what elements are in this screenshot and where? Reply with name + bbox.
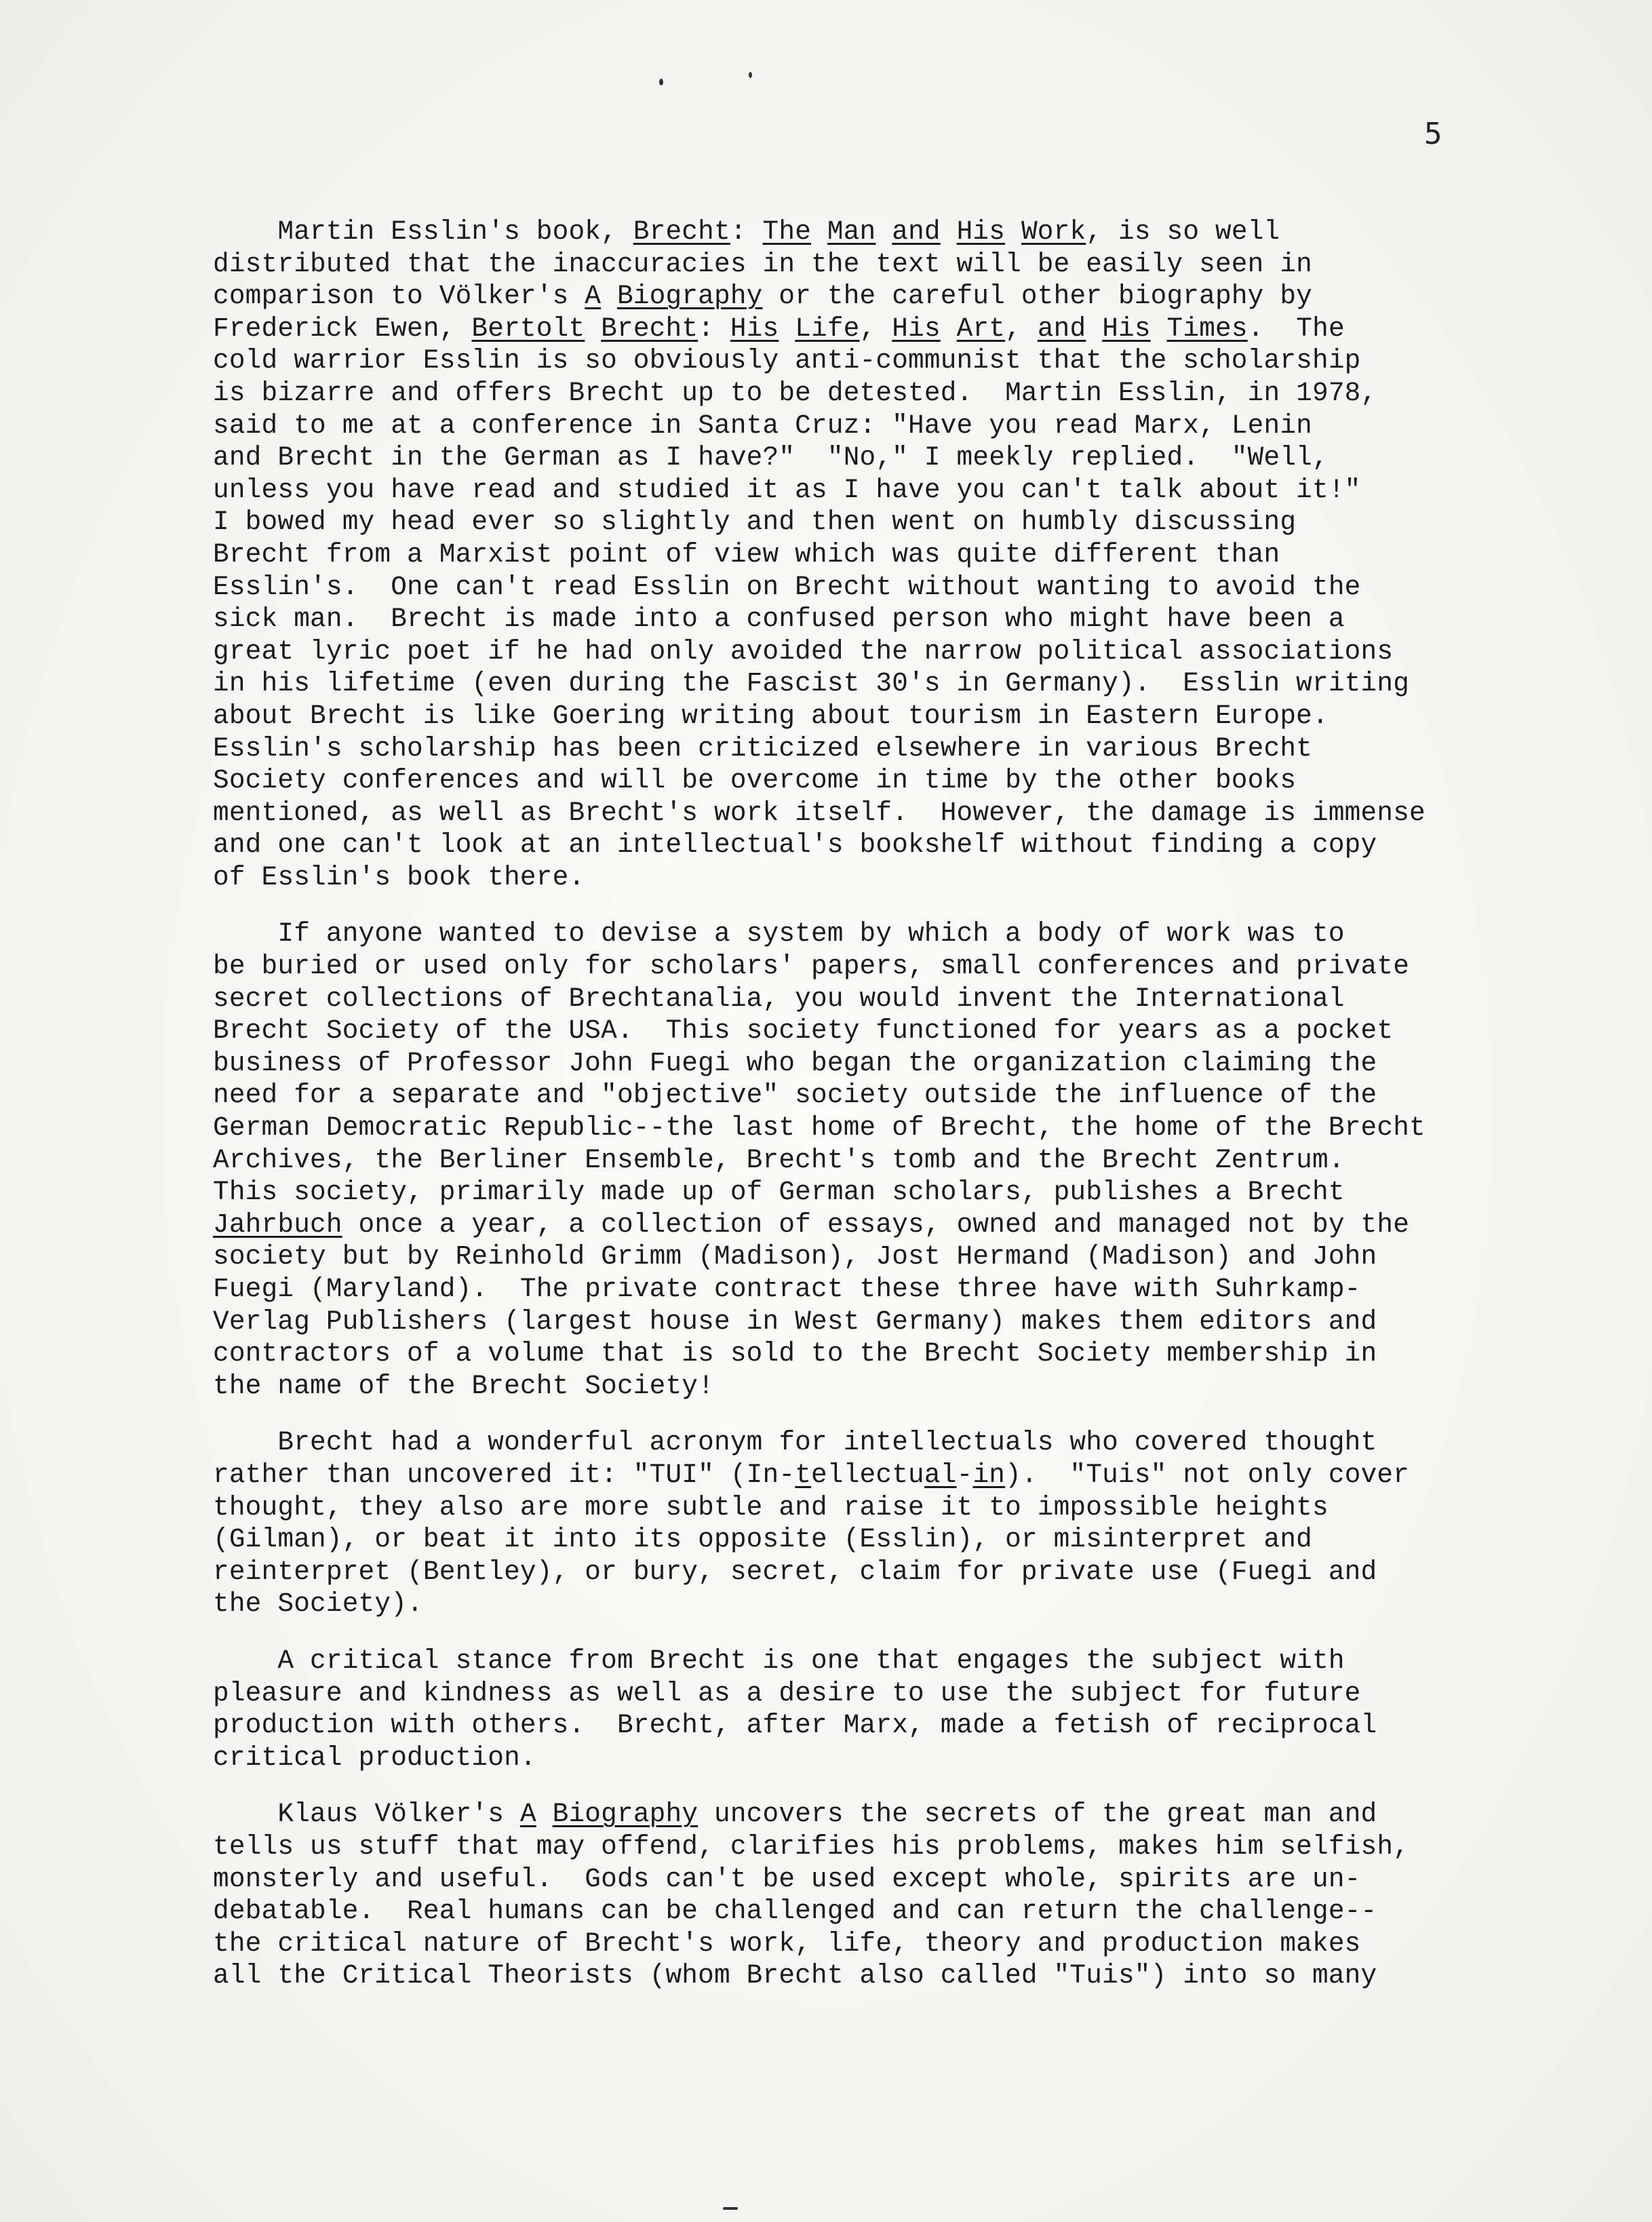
text-run: If anyone wanted to devise a system by which a body of work was to [213, 918, 1345, 950]
underlined-text: Art [956, 313, 1006, 344]
text-run: Klaus Völker's [213, 1799, 520, 1830]
text-run: monsterly and useful. Gods can't be used except whole, spirits are un- [213, 1863, 1361, 1894]
text-line [213, 1588, 1461, 1620]
text-run: be buried or used only for scholars' papers, small conferences and private [213, 951, 1410, 982]
paper-speck [723, 2207, 738, 2210]
text-line [213, 1047, 1461, 1080]
text-line [213, 603, 1461, 636]
underlined-text: Bertolt [471, 313, 585, 344]
text-run: and one can't look at an intellectual's bookshelf without finding a copy [213, 830, 1377, 861]
text-run: Esslin's scholarship has been criticized elsewhere in various Brecht [213, 733, 1312, 764]
paragraph [213, 1645, 1461, 1774]
text-run: Brecht from a Marxist point of view which was quite different than [213, 539, 1280, 570]
text-line [213, 474, 1461, 507]
text-run: Archives, the Berliner Ensemble, Brecht's tomb and the Brecht Zentrum. [213, 1144, 1345, 1175]
text-run: Verlag Publishers (largest house in West Germany) makes them editors and [213, 1306, 1377, 1337]
underlined-text: Man [827, 216, 876, 247]
text-run: I bowed my head ever so slightly and then went on humbly discussing [213, 507, 1297, 538]
text-line [213, 667, 1461, 700]
text-run: sick man. Brecht is made into a confused person who might have been a [213, 604, 1345, 635]
text-line [213, 280, 1461, 313]
text-run [1086, 313, 1102, 344]
text-run: tells us stuff that may offend, clarifies his problems, makes him selfish, [213, 1831, 1410, 1862]
text-run: , is so well [1086, 216, 1280, 247]
text-line [213, 539, 1461, 571]
text-run: uncovers the secrets of the great man and [698, 1799, 1377, 1830]
text-run [876, 216, 892, 247]
text-line [213, 1523, 1461, 1556]
text-run: ). "Tuis" not only cover [1005, 1459, 1410, 1490]
underlined-text: Jahrbuch [213, 1209, 342, 1240]
text-run: Society conferences and will be overcome in time by the other books [213, 765, 1297, 796]
underlined-text: and [892, 216, 941, 247]
text-run: Brecht had a wonderful acronym for intellectuals who covered thought [213, 1427, 1377, 1458]
paragraph [213, 216, 1461, 893]
text-run [1005, 216, 1021, 247]
text-run: This society, primarily made up of German scholars, publishes a Brecht [213, 1177, 1345, 1208]
text-line [213, 1079, 1461, 1112]
text-run: German Democratic Republic--the last home of Brecht, the home of the Brecht [213, 1112, 1425, 1144]
text-line [213, 1209, 1461, 1241]
text-line [213, 313, 1461, 345]
underlined-text: in [972, 1459, 1006, 1490]
text-run: . The [1247, 313, 1345, 344]
paragraph [213, 918, 1461, 1402]
paragraph [213, 1798, 1461, 1992]
text-run: rather than uncovered it: "TUI" (In- [213, 1459, 795, 1490]
text-line [213, 1831, 1461, 1863]
text-line [213, 861, 1461, 894]
text-run: once a year, a collection of essays, owned and managed not by the [342, 1209, 1410, 1240]
text-line [213, 1492, 1461, 1524]
text-run: the Society). [213, 1588, 423, 1620]
text-run: unless you have read and studied it as I have you can't talk about it!" [213, 474, 1361, 505]
text-line [213, 377, 1461, 410]
text-run: : [730, 216, 763, 247]
text-run: , [1005, 313, 1038, 344]
text-run: and Brecht in the German as I have?" "No," I meekly replied. "Well, [213, 442, 1329, 473]
text-run: distributed that the inaccuracies in the text will be easily seen in [213, 248, 1312, 279]
text-run [585, 313, 601, 344]
text-run: the name of the Brecht Society! [213, 1370, 714, 1401]
underlined-text: Brecht [601, 313, 699, 344]
underlined-text: His [892, 313, 941, 344]
text-line [213, 950, 1461, 983]
underlined-text: Life [795, 313, 860, 344]
text-run: secret collections of Brechtanalia, you would invent the International [213, 983, 1345, 1014]
text-line [213, 1742, 1461, 1774]
text-line [213, 1928, 1461, 1960]
text-run: Esslin's. One can't read Esslin on Brecht without wanting to avoid the [213, 571, 1361, 602]
underlined-text: Brecht [633, 216, 730, 247]
text-line [213, 1895, 1461, 1928]
text-run: (Gilman), or beat it into its opposite (Esslin), or misinterpret and [213, 1524, 1312, 1555]
text-run: - [956, 1459, 973, 1490]
text-line [213, 1370, 1461, 1403]
text-line [213, 1798, 1461, 1831]
text-line [213, 1306, 1461, 1338]
text-line [213, 1863, 1461, 1896]
text-line [213, 1709, 1461, 1742]
text-line [213, 1338, 1461, 1370]
underlined-text: and [1037, 313, 1086, 344]
text-line [213, 442, 1461, 474]
text-run: , [859, 313, 892, 344]
text-line [213, 1176, 1461, 1209]
text-line [213, 410, 1461, 442]
paper-speck [749, 72, 752, 78]
text-line [213, 1459, 1461, 1492]
underlined-text: Work [1021, 216, 1086, 247]
text-run: all the Critical Theorists (whom Brecht also called "Tuis") into so many [213, 1960, 1377, 1991]
text-line [213, 636, 1461, 668]
page-number: 5 [1424, 117, 1442, 151]
text-run: need for a separate and "objective" society outside the influence of the [213, 1080, 1377, 1111]
text-run: Frederick Ewen, [213, 313, 472, 344]
text-run: : [698, 313, 730, 344]
text-run: critical production. [213, 1742, 536, 1773]
text-line [213, 506, 1461, 539]
text-line [213, 1556, 1461, 1588]
underlined-text: t [795, 1459, 812, 1490]
text-run: business of Professor John Fuegi who began the organization claiming the [213, 1047, 1377, 1078]
text-run: is bizarre and offers Brecht up to be detested. Martin Esslin, in 1978, [213, 377, 1377, 408]
underlined-text: Biography [552, 1799, 699, 1830]
text-run: mentioned, as well as Brecht's work itself. However, the damage is immense [213, 797, 1425, 828]
underlined-text: Biography [616, 281, 763, 312]
underlined-text: The [762, 216, 812, 247]
text-run [941, 313, 957, 344]
text-line [213, 733, 1461, 765]
underlined-text: A [519, 1799, 536, 1830]
underlined-text: A [585, 281, 602, 312]
text-run: about Brecht is like Goering writing about tourism in Eastern Europe. [213, 700, 1329, 731]
text-run: A critical stance from Brecht is one that engages the subject with [213, 1645, 1345, 1676]
text-run [941, 216, 957, 247]
text-run [1151, 313, 1167, 344]
text-line [213, 216, 1461, 248]
text-line [213, 1273, 1461, 1306]
text-line [213, 1960, 1461, 1992]
text-run: ellectu [811, 1459, 924, 1490]
text-line [213, 1677, 1461, 1710]
text-run: the critical nature of Brecht's work, life, theory and production makes [213, 1928, 1361, 1959]
text-run: contractors of a volume that is sold to the Brecht Society membership in [213, 1338, 1377, 1369]
text-line [213, 1112, 1461, 1144]
text-line [213, 1241, 1461, 1273]
text-line [213, 764, 1461, 797]
text-line [213, 248, 1461, 281]
text-run: Martin Esslin's book, [213, 216, 633, 247]
text-line [213, 1426, 1461, 1459]
body-text [213, 216, 1461, 2016]
text-line [213, 983, 1461, 1015]
text-run: of Esslin's book there. [213, 861, 585, 893]
underlined-text: al [924, 1459, 957, 1490]
text-line [213, 1015, 1461, 1047]
text-run: production with others. Brecht, after Marx, made a fetish of reciprocal [213, 1710, 1377, 1741]
text-line [213, 1645, 1461, 1677]
text-line [213, 829, 1461, 861]
text-line [213, 571, 1461, 604]
text-line [213, 918, 1461, 950]
paper-speck [659, 79, 663, 85]
text-line [213, 1144, 1461, 1177]
text-run: debatable. Real humans can be challenged and can return the challenge-- [213, 1896, 1377, 1927]
text-run [779, 313, 795, 344]
text-run: society but by Reinhold Grimm (Madison), Jost Hermand (Madison) and John [213, 1241, 1377, 1272]
text-run: or the careful other biography by [762, 281, 1313, 312]
text-line [213, 797, 1461, 830]
text-line [213, 345, 1461, 377]
text-run: Fuegi (Maryland). The private contract these three have with Suhrkamp- [213, 1274, 1361, 1304]
text-run: reinterpret (Bentley), or bury, secret, claim for private use (Fuegi and [213, 1556, 1377, 1587]
text-run: comparison to Völker's [213, 281, 585, 312]
underlined-text: Times [1166, 313, 1248, 344]
underlined-text: His [956, 216, 1006, 247]
text-run [601, 281, 617, 311]
underlined-text: His [730, 313, 779, 344]
text-run: great lyric poet if he had only avoided the narrow political associations [213, 636, 1394, 667]
text-run: Brecht Society of the USA. This society functioned for years as a pocket [213, 1015, 1394, 1047]
paragraph [213, 1426, 1461, 1620]
text-run: thought, they also are more subtle and raise it to impossible heights [213, 1492, 1329, 1523]
text-run [811, 216, 827, 247]
text-run: said to me at a conference in Santa Cruz: "Have you read Marx, Lenin [213, 410, 1312, 441]
text-run: pleasure and kindness as well as a desire to use the subject for future [213, 1677, 1361, 1709]
text-run: in his lifetime (even during the Fascist 30's in Germany). Esslin writing [213, 668, 1410, 699]
text-run [536, 1799, 553, 1829]
text-line [213, 700, 1461, 733]
underlined-text: His [1102, 313, 1151, 344]
text-run: cold warrior Esslin is so obviously anti-communist that the scholarship [213, 345, 1361, 376]
